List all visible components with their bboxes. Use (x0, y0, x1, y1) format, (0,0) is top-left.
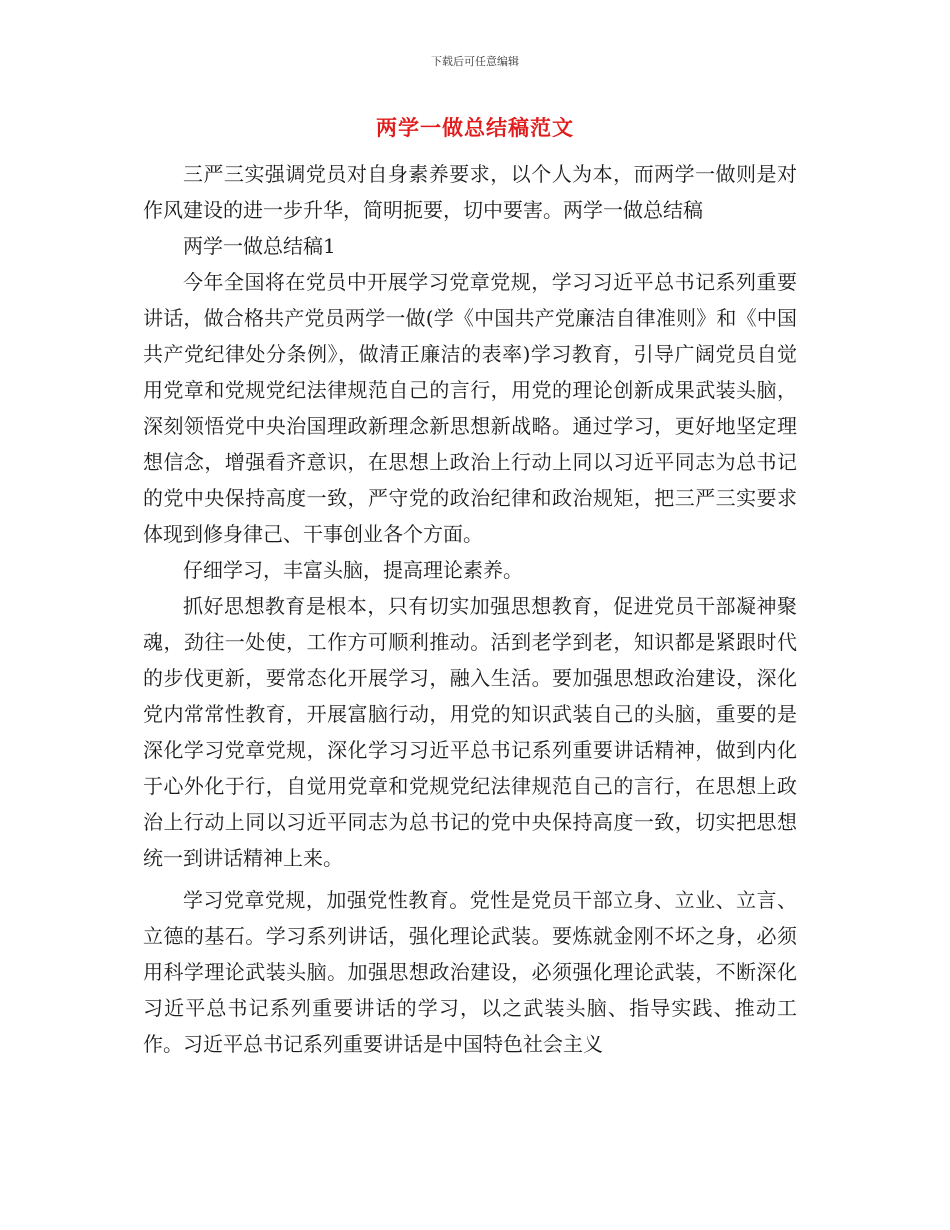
paragraph: 今年全国将在党员中开展学习党章党规，学习习近平总书记系列重要讲话，做合格共产党员两学一做(学《中国共产党廉洁自律准则》和《中国共产党纪律处分条例》，做清正廉洁的表率)学习教育，引导广阔党员自觉用党章和党规党纪法律规范自己的言行，用党的理论创新成果武装头脑，深刻领悟党中央治国理政新理念新思想新战略。通过学习，更好地坚定理想信念，增强看齐意识，在思想上政治上行动上同以习近平同志为总书记的党中央保持高度一致，严守党的政治纪律和政治规矩，把三严三实要求体现到修身律己、干事创业各个方面。 (143, 270, 797, 546)
document-body (143, 156, 797, 1062)
paragraph: 仔细学习，丰富头脑，提高理论素养。 (183, 558, 523, 582)
document-title: 两学一做总结稿范文 (376, 115, 574, 140)
paragraph: 学习党章党规，加强党性教育。党性是党员干部立身、立业、立言、立德的基石。学习系列讲话，强化理论武装。要炼就金刚不坏之身，必须用科学理论武装头脑。加强思想政治建设，必须强化理论武装，不断深化习近平总书记系列重要讲话的学习，以之武装头脑、指导实践、推动工作。习近平总书记系列重要讲话是中国特色社会主义 (143, 888, 797, 1056)
paragraph: 两学一做总结稿1 (183, 234, 336, 258)
paragraph: 三严三实强调党员对自身素养要求，以个人为本，而两学一做则是对作风建设的进一步升华，简明扼要，切中要害。两学一做总结稿 (143, 162, 797, 222)
page-header-note: 下载后可任意编辑 (431, 55, 519, 68)
paragraph: 抓好思想教育是根本，只有切实加强思想教育，促进党员干部凝神聚魂，劲往一处使，工作方可顺利推动。活到老学到老，知识都是紧跟时代的步伐更新，要常态化开展学习，融入生活。要加强思想政治建设，深化党内常常性教育，开展富脑行动，用党的知识武装自己的头脑，重要的是深化学习党章党规，深化学习习近平总书记系列重要讲话精神，做到内化于心外化于行，自觉用党章和党规党纪法律规范自己的言行，在思想上政治上行动上同以习近平同志为总书记的党中央保持高度一致，切实把思想统一到讲话精神上来。 (143, 594, 797, 870)
